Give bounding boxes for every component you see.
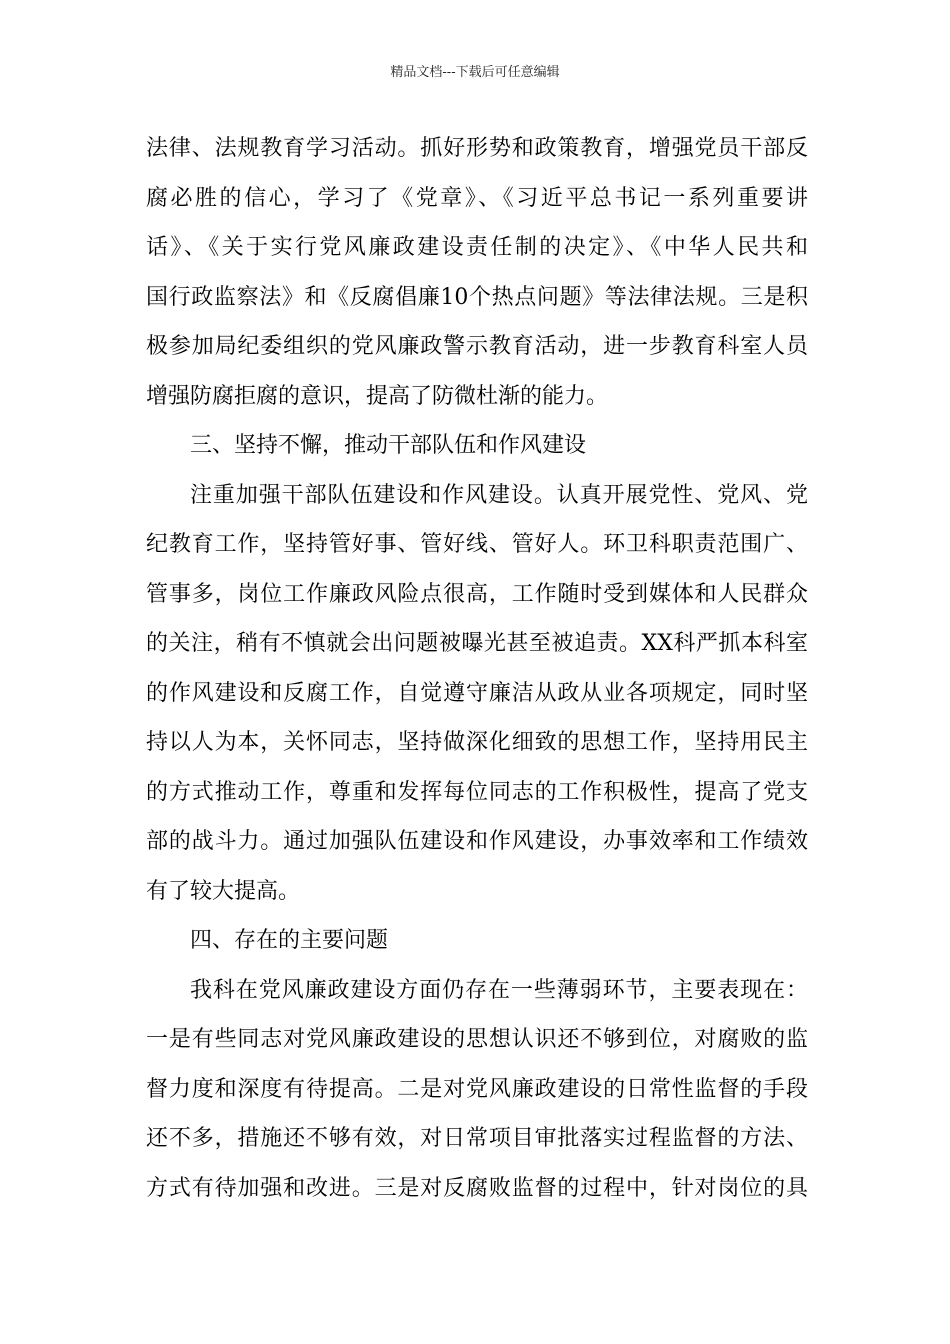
text-line: 持以人为本，关怀同志，坚持做深化细致的思想工作，坚持用民主 bbox=[146, 730, 808, 755]
text-line: 督力度和深度有待提高。二是对党风廉政建设的日常性监督的手段 bbox=[146, 1076, 808, 1102]
text-line: 极参加局纪委组织的党风廉政警示教育活动，进一步教育科室人员 bbox=[146, 334, 808, 359]
page-header: 精品文档---下载后可任意编辑 bbox=[390, 65, 560, 80]
document-body bbox=[146, 124, 808, 1213]
text-line: 我科在党风廉政建设方面仍存在一些薄弱环节，主要表现在： bbox=[190, 977, 808, 1003]
text-line: 四、存在的主要问题 bbox=[190, 928, 389, 953]
text-line: 国行政监察法》和《反腐倡廉10个热点问题》等法律法规。三是积 bbox=[146, 284, 808, 310]
text-line: 的作风建设和反腐工作，自觉遵守廉洁从政从业各项规定，同时坚 bbox=[146, 680, 808, 706]
text-line: 注重加强干部队伍建设和作风建设。认真开展党性、党风、党 bbox=[190, 482, 808, 508]
text-line: 法律、法规教育学习活动。抓好形势和政策教育，增强党员干部反 bbox=[146, 136, 808, 161]
text-line: 有了较大提高。 bbox=[146, 878, 301, 904]
text-line: 话》、《关于实行党风廉政建设责任制的决定》、《中华人民共和 bbox=[146, 235, 808, 260]
text-line: 纪教育工作，坚持管好事、管好线、管好人。环卫科职责范围广、 bbox=[146, 532, 808, 557]
text-line: 的关注，稍有不慎就会出问题被曝光甚至被追责。XX科严抓本科室 bbox=[146, 631, 808, 656]
text-line: 一是有些同志对党风廉政建设的思想认识还不够到位，对腐败的监 bbox=[146, 1027, 808, 1052]
text-line: 管事多，岗位工作廉政风险点很高，工作随时受到媒体和人民群众 bbox=[146, 581, 808, 607]
text-line: 腐必胜的信心，学习了《党章》、《习近平总书记一系列重要讲 bbox=[146, 185, 808, 211]
text-line: 部的战斗力。通过加强队伍建设和作风建设，办事效率和工作绩效 bbox=[146, 829, 808, 854]
text-line: 的方式推动工作，尊重和发挥每位同志的工作积极性，提高了党支 bbox=[146, 779, 808, 805]
text-line: 方式有待加强和改进。三是对反腐败监督的过程中，针对岗位的具 bbox=[146, 1175, 808, 1201]
text-line: 增强防腐拒腐的意识，提高了防微杜渐的能力。 bbox=[146, 383, 609, 409]
text-line: 三、坚持不懈，推动干部队伍和作风建设 bbox=[190, 433, 587, 458]
text-line: 还不多，措施还不够有效，对日常项目审批落实过程监督的方法、 bbox=[146, 1126, 808, 1151]
